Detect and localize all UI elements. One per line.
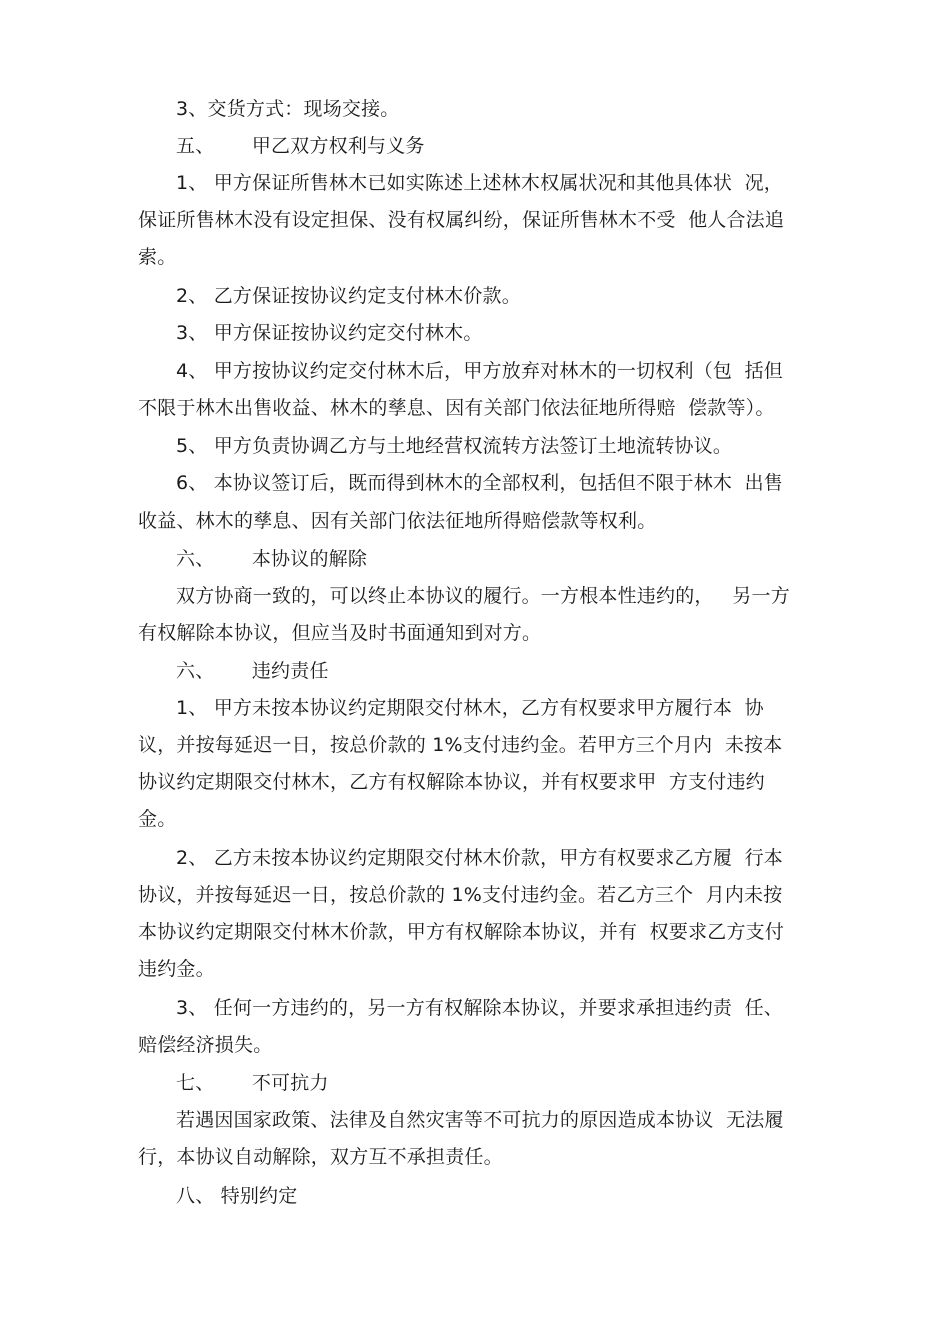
text-line: 1、 甲方保证所售林木已如实陈述上述林木权属状况和其他具体状 况， bbox=[176, 172, 784, 194]
text-line: 2、 乙方未按本协议约定期限交付林木价款，甲方有权要求乙方履 行本 bbox=[176, 847, 784, 869]
text-line: 5、 甲方负责协调乙方与土地经营权流转方法签订土地流转协议。 bbox=[176, 435, 733, 457]
section-heading: 六、 违约责任 bbox=[176, 660, 329, 682]
text-line: 1、 甲方未按本协议约定期限交付林木，乙方有权要求甲方履行本 协 bbox=[176, 697, 764, 719]
text-line: 违约金。 bbox=[138, 958, 215, 980]
text-line: 协议约定期限交付林木，乙方有权解除本协议，并有权要求甲 方支付违约 bbox=[138, 771, 765, 793]
text-line: 保证所售林木没有设定担保、没有权属纠纷，保证所售林木不受 他人合法追 bbox=[138, 209, 785, 231]
text-line: 协议，并按每延迟一日，按总价款的 1%支付违约金。若乙方三个 月内未按 bbox=[138, 884, 783, 906]
text-line: 若遇因国家政策、法律及自然灾害等不可抗力的原因造成本协议 无法履 bbox=[176, 1109, 784, 1131]
section-heading: 六、 本协议的解除 bbox=[176, 548, 368, 570]
text-line: 索。 bbox=[138, 246, 177, 268]
text-line: 不限于林木出售收益、林木的孳息、因有关部门依法征地所得赔 偿款等）。 bbox=[138, 397, 775, 419]
text-line: 金。 bbox=[138, 808, 177, 830]
text-line: 3、 任何一方违约的，另一方有权解除本协议，并要求承担违约责 任、 bbox=[176, 997, 784, 1019]
text-line: 2、 乙方保证按协议约定支付林木价款。 bbox=[176, 285, 521, 307]
text-line: 议，并按每延迟一日，按总价款的 1%支付违约金。若甲方三个月内 未按本 bbox=[138, 734, 783, 756]
section-heading: 五、 甲乙双方权利与义务 bbox=[176, 135, 425, 157]
text-line: 6、 本协议签订后，既而得到林木的全部权利，包括但不限于林木 出售 bbox=[176, 472, 784, 494]
text-line: 双方协商一致的，可以终止本协议的履行。一方根本性违约的， 另一方 bbox=[176, 585, 790, 607]
text-line: 行，本协议自动解除，双方互不承担责任。 bbox=[138, 1146, 503, 1168]
text-line: 赔偿经济损失。 bbox=[138, 1034, 273, 1056]
text-line: 3、交货方式：现场交接。 bbox=[176, 98, 400, 120]
text-line: 4、 甲方按协议约定交付林木后，甲方放弃对林木的一切权利（包 括但 bbox=[176, 360, 784, 382]
section-heading: 八、 特别约定 bbox=[176, 1185, 298, 1207]
text-line: 本协议约定期限交付林木价款，甲方有权解除本协议，并有 权要求乙方支付 bbox=[138, 921, 785, 943]
section-heading: 七、 不可抗力 bbox=[176, 1072, 329, 1094]
text-line: 收益、林木的孳息、因有关部门依法征地所得赔偿款等权利。 bbox=[138, 510, 657, 532]
text-line: 有权解除本协议，但应当及时书面通知到对方。 bbox=[138, 622, 542, 644]
text-line: 3、 甲方保证按协议约定交付林木。 bbox=[176, 322, 483, 344]
